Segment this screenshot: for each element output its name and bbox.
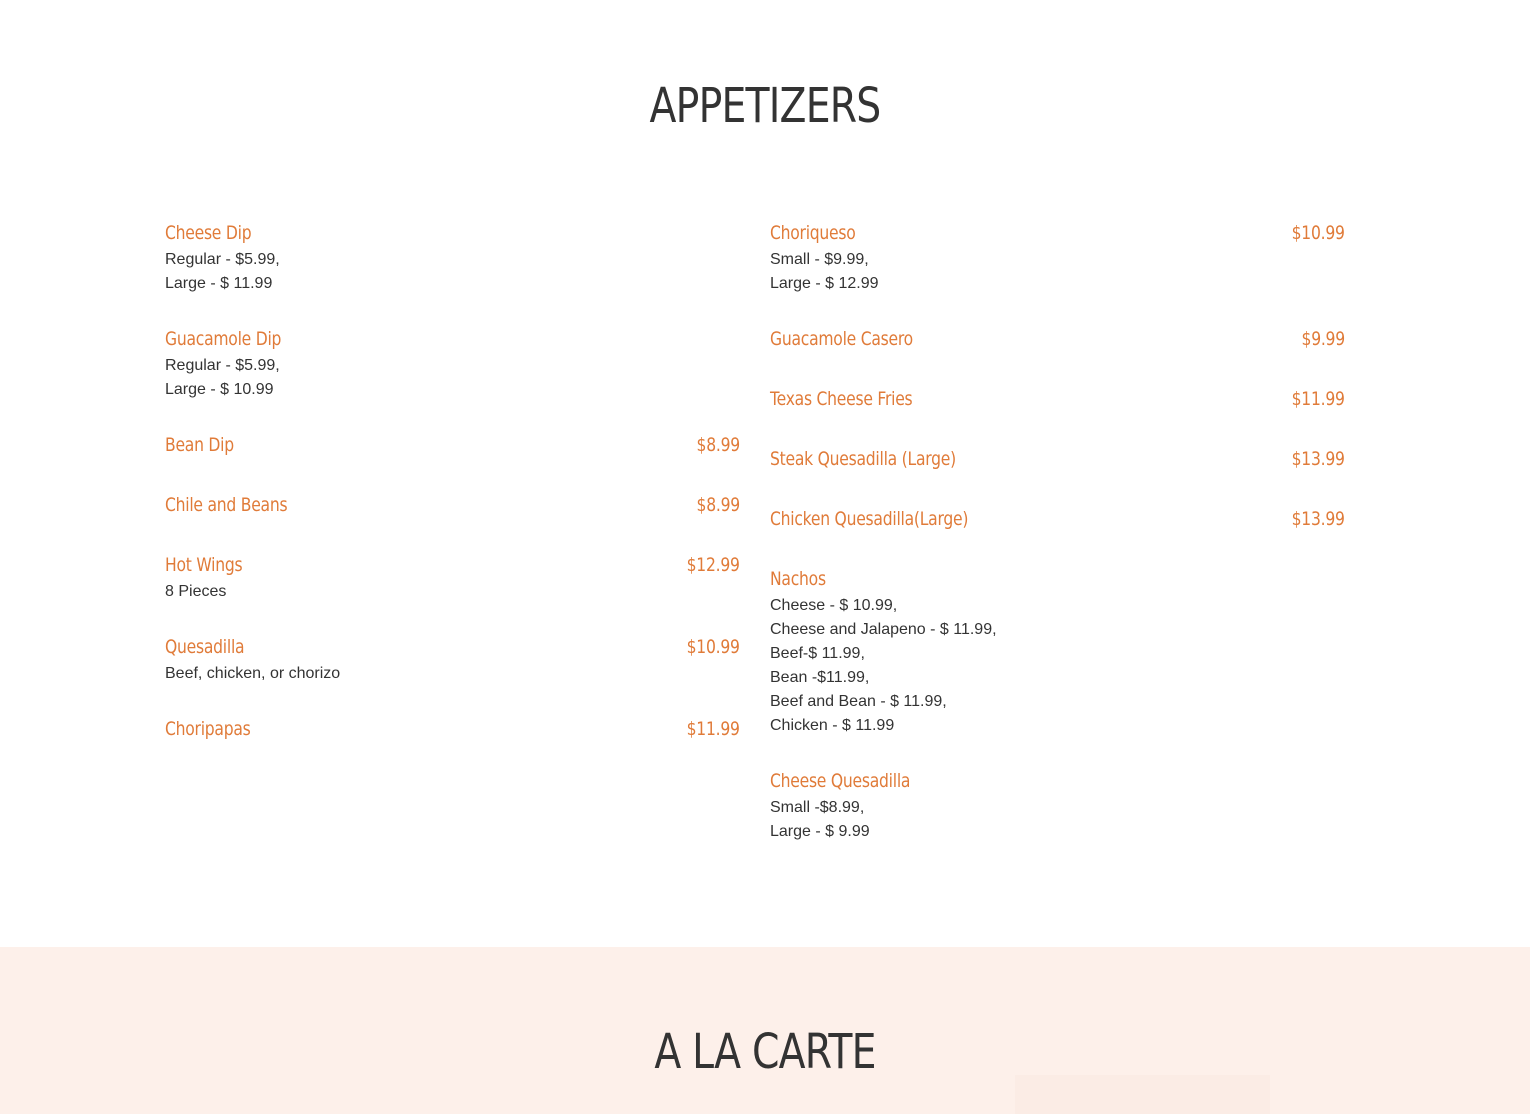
menu-item-price: $8.99 (696, 494, 740, 516)
menu-item-description-line: Regular - $5.99, (165, 357, 280, 374)
menu-item-name: Guacamole Dip (165, 328, 282, 350)
menu-item-header (165, 434, 740, 462)
menu-item-header (165, 718, 740, 746)
menu-item-price: $13.99 (1291, 448, 1345, 470)
menu-item-name: Nachos (770, 568, 826, 590)
menu-item-description-line: Bean -$11.99, (770, 669, 870, 686)
menu-item-name: Texas Cheese Fries (770, 388, 913, 410)
menu-item-price: $11.99 (1291, 388, 1345, 410)
alacarte-placeholder-box (1015, 1075, 1270, 1114)
menu-item (165, 494, 740, 522)
menu-item-description-line: Beef and Bean - $ 11.99, (770, 693, 947, 710)
menu-item-price: $10.99 (1291, 222, 1345, 244)
menu-item-description-line: 8 Pieces (165, 583, 227, 600)
menu-item-description-line: Cheese and Jalapeno - $ 11.99, (770, 621, 997, 638)
menu-item-name: Cheese Quesadilla (770, 770, 911, 792)
menu-item-header (770, 568, 1345, 596)
menu-item (165, 554, 740, 604)
menu-item-description (165, 580, 740, 604)
menu-item-header (770, 388, 1345, 416)
menu-item-header (165, 328, 740, 356)
menu-item-description (165, 248, 740, 296)
alacarte-title: A LA CARTE (654, 1024, 876, 1080)
menu-item-name: Guacamole Casero (770, 328, 913, 350)
menu-item-description-line: Large - $ 11.99 (165, 275, 273, 292)
menu-item-description-line: Large - $ 9.99 (770, 823, 870, 840)
menu-item-name: Chicken Quesadilla(Large) (770, 508, 969, 530)
menu-item-header (770, 508, 1345, 536)
menu-item-description-line: Small -$8.99, (770, 799, 865, 816)
menu-item-price: $13.99 (1291, 508, 1345, 530)
menu-item-description-line: Large - $ 10.99 (165, 381, 274, 398)
menu-item (770, 568, 1345, 738)
menu-item-description-line: Beef-$ 11.99, (770, 645, 865, 662)
menu-item (165, 718, 740, 746)
menu-item-name: Chile and Beans (165, 494, 288, 516)
menu-item-header (165, 636, 740, 664)
menu-item-description-line: Cheese - $ 10.99, (770, 597, 898, 614)
menu-item-name: Choriqueso (770, 222, 856, 244)
menu-item-description-line: Beef, chicken, or chorizo (165, 665, 341, 682)
menu-item-description (770, 796, 1345, 844)
menu-item-name: Choripapas (165, 718, 251, 740)
menu-item-description-line: Chicken - $ 11.99 (770, 717, 895, 734)
menu-item (165, 434, 740, 462)
menu-item (165, 636, 740, 686)
menu-item (770, 770, 1345, 844)
menu-item-price: $12.99 (686, 554, 740, 576)
menu-item-description-line: Regular - $5.99, (165, 251, 280, 268)
menu-item (165, 222, 740, 296)
menu-item (770, 328, 1345, 356)
menu-item-price: $9.99 (1301, 328, 1345, 350)
appetizers-left-column (165, 222, 740, 778)
menu-item-description (770, 248, 1345, 296)
menu-item-name: Bean Dip (165, 434, 234, 456)
menu-item-description-line: Large - $ 12.99 (770, 275, 879, 292)
menu-item-description (165, 354, 740, 402)
menu-item (165, 328, 740, 402)
menu-item-header (770, 770, 1345, 798)
menu-item (770, 388, 1345, 416)
menu-item (770, 222, 1345, 296)
menu-item-header (770, 448, 1345, 476)
menu-item-header (165, 554, 740, 582)
menu-item-name: Steak Quesadilla (Large) (770, 448, 956, 470)
menu-item-name: Cheese Dip (165, 222, 252, 244)
menu-item (770, 448, 1345, 476)
menu-item-name: Quesadilla (165, 636, 245, 658)
appetizers-right-column (770, 222, 1345, 876)
menu-item-header (165, 222, 740, 250)
menu-item-header (165, 494, 740, 522)
menu-item-header (770, 222, 1345, 250)
menu-item-price: $11.99 (686, 718, 740, 740)
menu-item-name: Hot Wings (165, 554, 243, 576)
menu-item (770, 508, 1345, 536)
menu-item-description (165, 662, 740, 686)
menu-item-price: $8.99 (696, 434, 740, 456)
menu-item-description (770, 594, 1345, 738)
menu-item-description-line: Small - $9.99, (770, 251, 869, 268)
appetizers-title: APPETIZERS (649, 78, 881, 134)
menu-item-header (770, 328, 1345, 356)
menu-item-price: $10.99 (686, 636, 740, 658)
